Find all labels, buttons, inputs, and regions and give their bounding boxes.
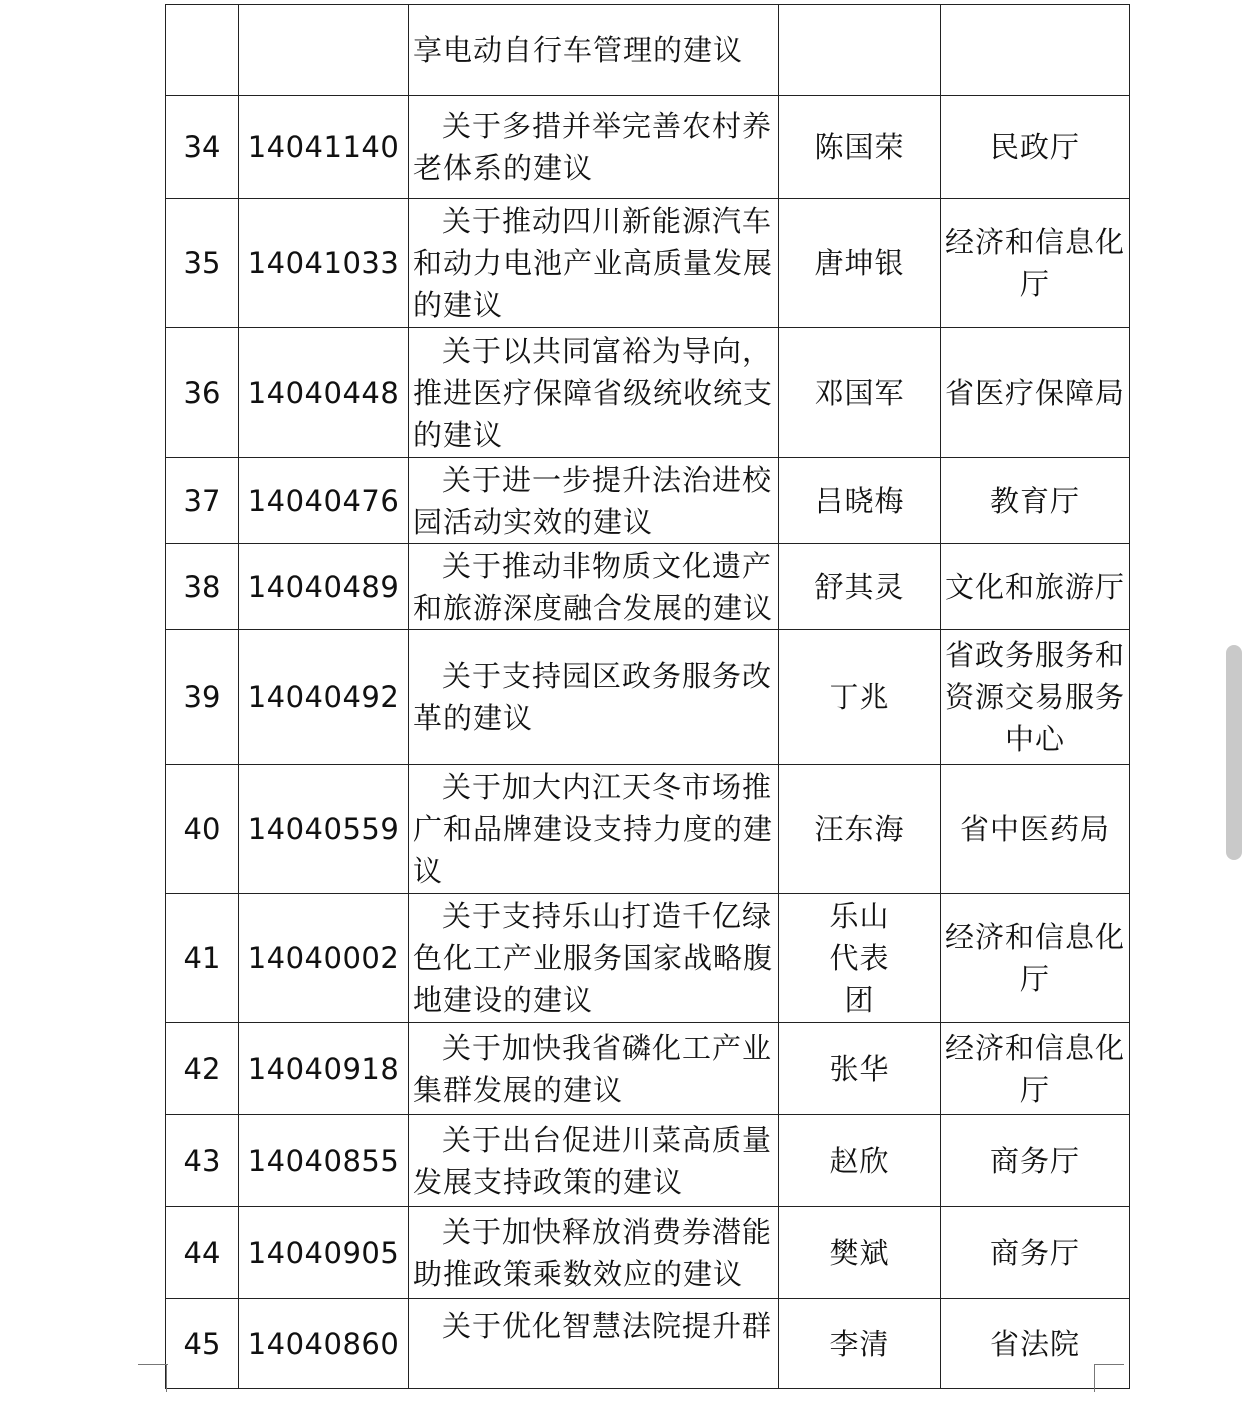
- page-corner-mark: [166, 1364, 167, 1392]
- table-row: [166, 96, 1130, 199]
- row-number: 40: [166, 765, 239, 894]
- proposal-title-text: 关于优化智慧法院提升群: [442, 1309, 773, 1343]
- handling-department: 商务厅: [941, 1207, 1130, 1299]
- proposer: [779, 5, 941, 96]
- handling-department: 省法院: [941, 1299, 1130, 1389]
- proposer: 赵欣: [779, 1115, 941, 1207]
- proposal-code: 14040860: [239, 1299, 409, 1389]
- table-row: [166, 5, 1130, 96]
- proposal-code: 14040002: [239, 894, 409, 1023]
- proposer: 樊斌: [779, 1207, 941, 1299]
- page-corner-mark: [1094, 1364, 1124, 1393]
- handling-department: 经济和信息化厅: [941, 894, 1130, 1023]
- proposer: 汪东海: [779, 765, 941, 894]
- proposal-title: [409, 894, 779, 1023]
- page-corner-mark: [138, 1364, 168, 1393]
- row-number: 43: [166, 1115, 239, 1207]
- handling-department: 经济和信息化厅: [941, 1023, 1130, 1115]
- proposal-code: 14040448: [239, 328, 409, 458]
- proposal-code: 14041033: [239, 199, 409, 328]
- handling-department: [941, 5, 1130, 96]
- row-number: 37: [166, 458, 239, 544]
- proposer: 陈国荣: [779, 96, 941, 199]
- row-number: 45: [166, 1299, 239, 1389]
- proposal-code: 14040855: [239, 1115, 409, 1207]
- row-number: 36: [166, 328, 239, 458]
- row-number: 39: [166, 630, 239, 765]
- proposer: 张华: [779, 1023, 941, 1115]
- handling-department: 省中医药局: [941, 765, 1130, 894]
- proposer: 乐山代表团: [779, 894, 941, 1023]
- table-row: [166, 894, 1130, 1023]
- row-number: 34: [166, 96, 239, 199]
- table-row: [166, 1023, 1130, 1115]
- proposer: 舒其灵: [779, 544, 941, 630]
- proposal-title: [409, 5, 779, 96]
- proposal-code: 14040476: [239, 458, 409, 544]
- proposal-title-text: 关于支持乐山打造千亿绿色化工产业服务国家战略腹地建设的建议: [413, 899, 774, 1017]
- proposal-code: 14040918: [239, 1023, 409, 1115]
- proposal-title-text: 关于多措并举完善农村养老体系的建议: [413, 109, 773, 185]
- proposal-title-text: 关于加快我省磷化工产业集群发展的建议: [413, 1030, 773, 1107]
- table-row: [166, 765, 1130, 894]
- proposal-title-text: 关于加快释放消费券潜能助推政策乘数效应的建议: [413, 1214, 773, 1291]
- proposal-title: [409, 544, 779, 630]
- handling-department: 省医疗保障局: [941, 328, 1130, 458]
- table-row: [166, 544, 1130, 630]
- table-row: [166, 1115, 1130, 1207]
- proposal-title-text: 关于加大内江天冬市场推广和品牌建设支持力度的建议: [413, 770, 774, 888]
- table-row: [166, 1299, 1130, 1389]
- proposal-code: 14040905: [239, 1207, 409, 1299]
- proposal-code: [239, 5, 409, 96]
- proposal-title: [409, 96, 779, 199]
- handling-department: 商务厅: [941, 1115, 1130, 1207]
- row-number: [166, 5, 239, 96]
- proposal-title-text: 关于推动四川新能源汽车和动力电池产业高质量发展的建议: [413, 204, 774, 322]
- proposal-title: [409, 1115, 779, 1207]
- proposal-title-text: 关于出台促进川菜高质量发展支持政策的建议: [413, 1122, 773, 1199]
- handling-department: 经济和信息化厅: [941, 199, 1130, 328]
- row-number: 42: [166, 1023, 239, 1115]
- vertical-scrollbar[interactable]: [1226, 645, 1242, 860]
- proposal-code: 14040489: [239, 544, 409, 630]
- proposal-table: [165, 4, 1130, 1389]
- proposer: 唐坤银: [779, 199, 941, 328]
- proposal-title-text: 关于支持园区政务服务改革的建议: [413, 659, 773, 735]
- handling-department: 文化和旅游厅: [941, 544, 1130, 630]
- handling-department: 教育厅: [941, 458, 1130, 544]
- proposal-title: [409, 458, 779, 544]
- proposer: 吕晓梅: [779, 458, 941, 544]
- proposal-title: [409, 328, 779, 458]
- table-row: [166, 199, 1130, 328]
- table-row: [166, 630, 1130, 765]
- table-row: [166, 458, 1130, 544]
- row-number: 35: [166, 199, 239, 328]
- proposal-title-text: 享电动自行车管理的建议: [413, 33, 744, 67]
- proposer: 邓国军: [779, 328, 941, 458]
- proposal-title-text: 关于推动非物质文化遗产和旅游深度融合发展的建议: [413, 548, 774, 625]
- handling-department: 民政厅: [941, 96, 1130, 199]
- proposal-title: [409, 1023, 779, 1115]
- proposal-title: [409, 1299, 779, 1389]
- handling-department: 省政务服务和资源交易服务中心: [941, 630, 1130, 765]
- proposal-code: 14040492: [239, 630, 409, 765]
- proposer: 李清: [779, 1299, 941, 1389]
- row-number: 38: [166, 544, 239, 630]
- table-row: [166, 328, 1130, 458]
- table-row: [166, 1207, 1130, 1299]
- proposal-title: [409, 1207, 779, 1299]
- proposal-code: 14040559: [239, 765, 409, 894]
- proposal-title: [409, 630, 779, 765]
- proposal-title-text: 关于进一步提升法治进校园活动实效的建议: [413, 462, 773, 539]
- row-number: 44: [166, 1207, 239, 1299]
- proposal-title-text: 关于以共同富裕为导向，推进医疗保障省级统收统支的建议: [413, 333, 774, 452]
- page-corner-mark: [1094, 1364, 1095, 1392]
- row-number: 41: [166, 894, 239, 1023]
- proposer: 丁兆: [779, 630, 941, 765]
- proposal-title: [409, 765, 779, 894]
- proposal-code: 14041140: [239, 96, 409, 199]
- proposal-title: [409, 199, 779, 328]
